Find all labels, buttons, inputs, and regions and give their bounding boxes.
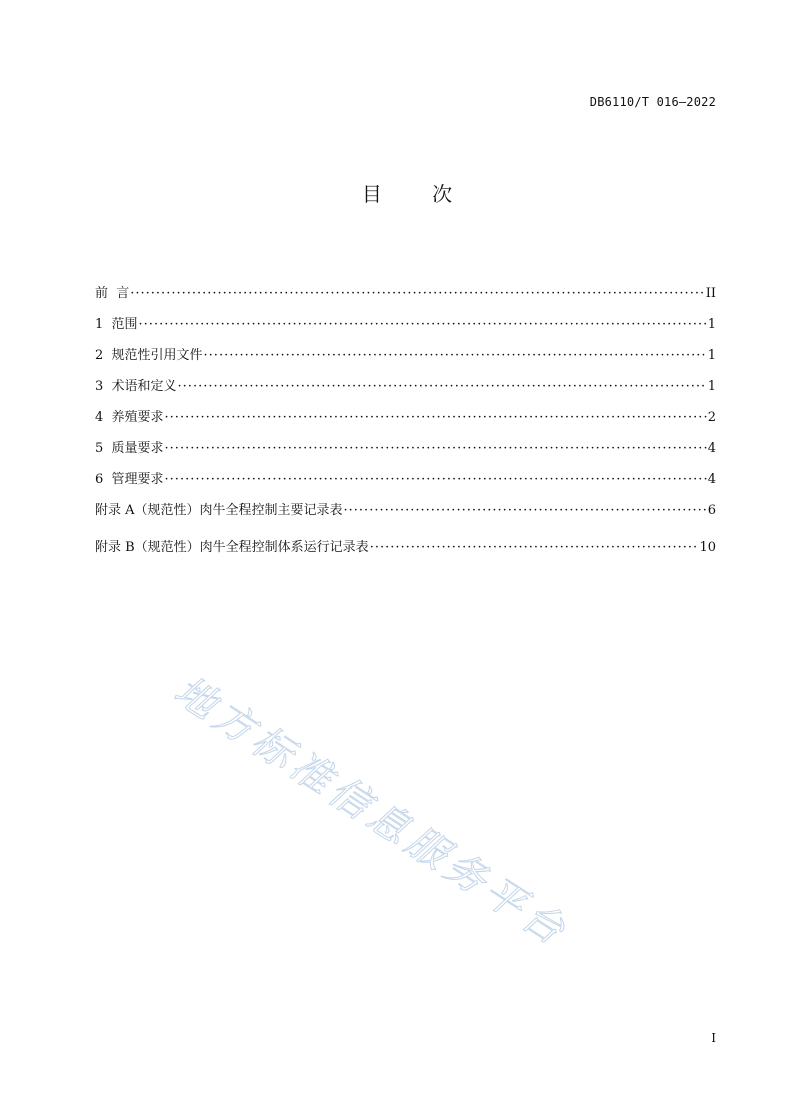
toc-leader-dots [204, 348, 707, 363]
toc-leader-dots [165, 472, 707, 487]
toc-entry-normative-references[interactable] [95, 344, 716, 375]
toc-leader-dots [165, 410, 707, 425]
toc-leader-dots [139, 317, 707, 332]
toc-entry-label: 5 质量要求 [95, 441, 164, 456]
toc-entry-label: 6 管理要求 [95, 472, 164, 487]
toc-entry-breeding-requirements[interactable] [95, 406, 716, 437]
toc-leader-dots [370, 540, 699, 555]
toc-entry-page: 2 [707, 410, 716, 425]
toc-leader-dots [178, 379, 707, 394]
toc-leader-dots [344, 503, 707, 518]
toc-entry-label: 4 养殖要求 [95, 410, 164, 425]
toc-leader-dots [130, 286, 704, 301]
toc-entry-appendix-a[interactable] [95, 499, 716, 536]
toc-entry-terms-definitions[interactable] [95, 375, 716, 406]
toc-entry-label: 2 规范性引用文件 [95, 348, 203, 363]
toc-entry-management-requirements[interactable] [95, 468, 716, 499]
toc-entry-quality-requirements[interactable] [95, 437, 716, 468]
toc-entry-label: 附录 B（规范性）肉牛全程控制体系运行记录表 [95, 540, 369, 555]
toc-entry-label: 附录 A（规范性）肉牛全程控制主要记录表 [95, 503, 343, 518]
toc-entry-page: 10 [699, 540, 716, 555]
toc-entry-page: 1 [707, 348, 716, 363]
toc-entry-page: II [705, 286, 716, 301]
document-code: DB6110/T 016—2022 [589, 95, 716, 109]
toc-entry-label: 前 言 [95, 286, 130, 301]
toc-title: 目 次 [361, 182, 475, 206]
toc-entry-page: 4 [707, 441, 716, 456]
toc-entry-page: 1 [707, 379, 716, 394]
toc-entry-label: 3 术语和定义 [95, 379, 177, 394]
toc-entry-scope[interactable] [95, 313, 716, 344]
toc-entry-foreword[interactable] [95, 282, 716, 313]
page-number: I [711, 1031, 716, 1045]
toc-entry-page: 4 [707, 472, 716, 487]
toc-entry-appendix-b[interactable] [95, 536, 716, 567]
watermark: 地方标准信息服务平台 [166, 667, 577, 957]
toc-entry-page: 1 [707, 317, 716, 332]
toc-entry-page: 6 [707, 503, 716, 518]
toc-entry-label: 1 范围 [95, 317, 138, 332]
toc-leader-dots [165, 441, 707, 456]
table-of-contents [95, 282, 716, 567]
